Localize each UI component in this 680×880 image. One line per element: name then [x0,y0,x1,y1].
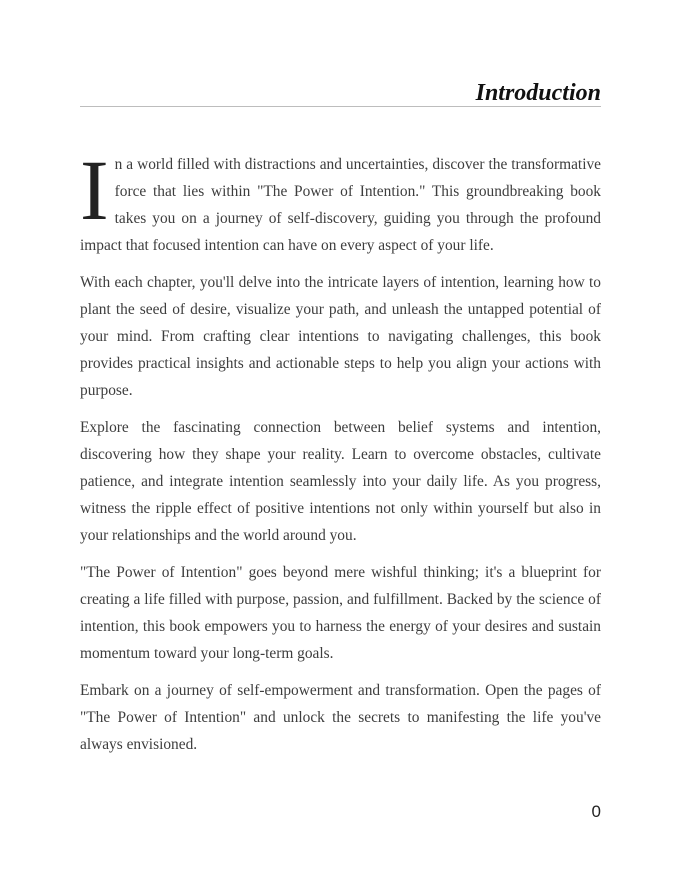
paragraph-2: With each chapter, you'll delve into the intricate layers of intention, learning how to plant the seed of desire, visualize your path, and unleash the untapped potential of your mind. From crafting clear intentions to navigating challenges, this book provides practical insights and actionable steps to help you align your actions with purpose. [80,274,601,399]
paragraph-5: Embark on a journey of self-empowerment and transformation. Open the pages of "The Power of Intention" and unlock the secrets to manifesting the life you've always envisioned. [80,682,601,753]
body-text [80,142,601,768]
page-number: 0 [591,802,601,821]
drop-cap: I [80,142,109,238]
paragraph-1 [80,142,601,259]
title-divider [80,106,601,107]
document-page [80,0,601,880]
paragraph-1-text: n a world filled with distractions and uncertainties, discover the transformative force that lies within "The Power of Intention." This groundbreaking book takes you on a journey of self-discovery, guiding you through the profound impact that focused intention can have on every aspect of your life. [80,156,601,254]
paragraph-3: Explore the fascinating connection between belief systems and intention, discovering how they shape your reality. Learn to overcome obstacles, cultivate patience, and integrate intention seamlessly into your daily life. As you progress, witness the ripple effect of positive intentions not only within yourself but also in your relationships and the world around you. [80,419,601,544]
paragraph-4: "The Power of Intention" goes beyond mere wishful thinking; it's a blueprint for creating a life filled with purpose, passion, and fulfillment. Backed by the science of intention, this book empowers you to harness the energy of your desires and sustain momentum toward your long-term goals. [80,564,601,662]
chapter-title: Introduction [475,80,601,106]
